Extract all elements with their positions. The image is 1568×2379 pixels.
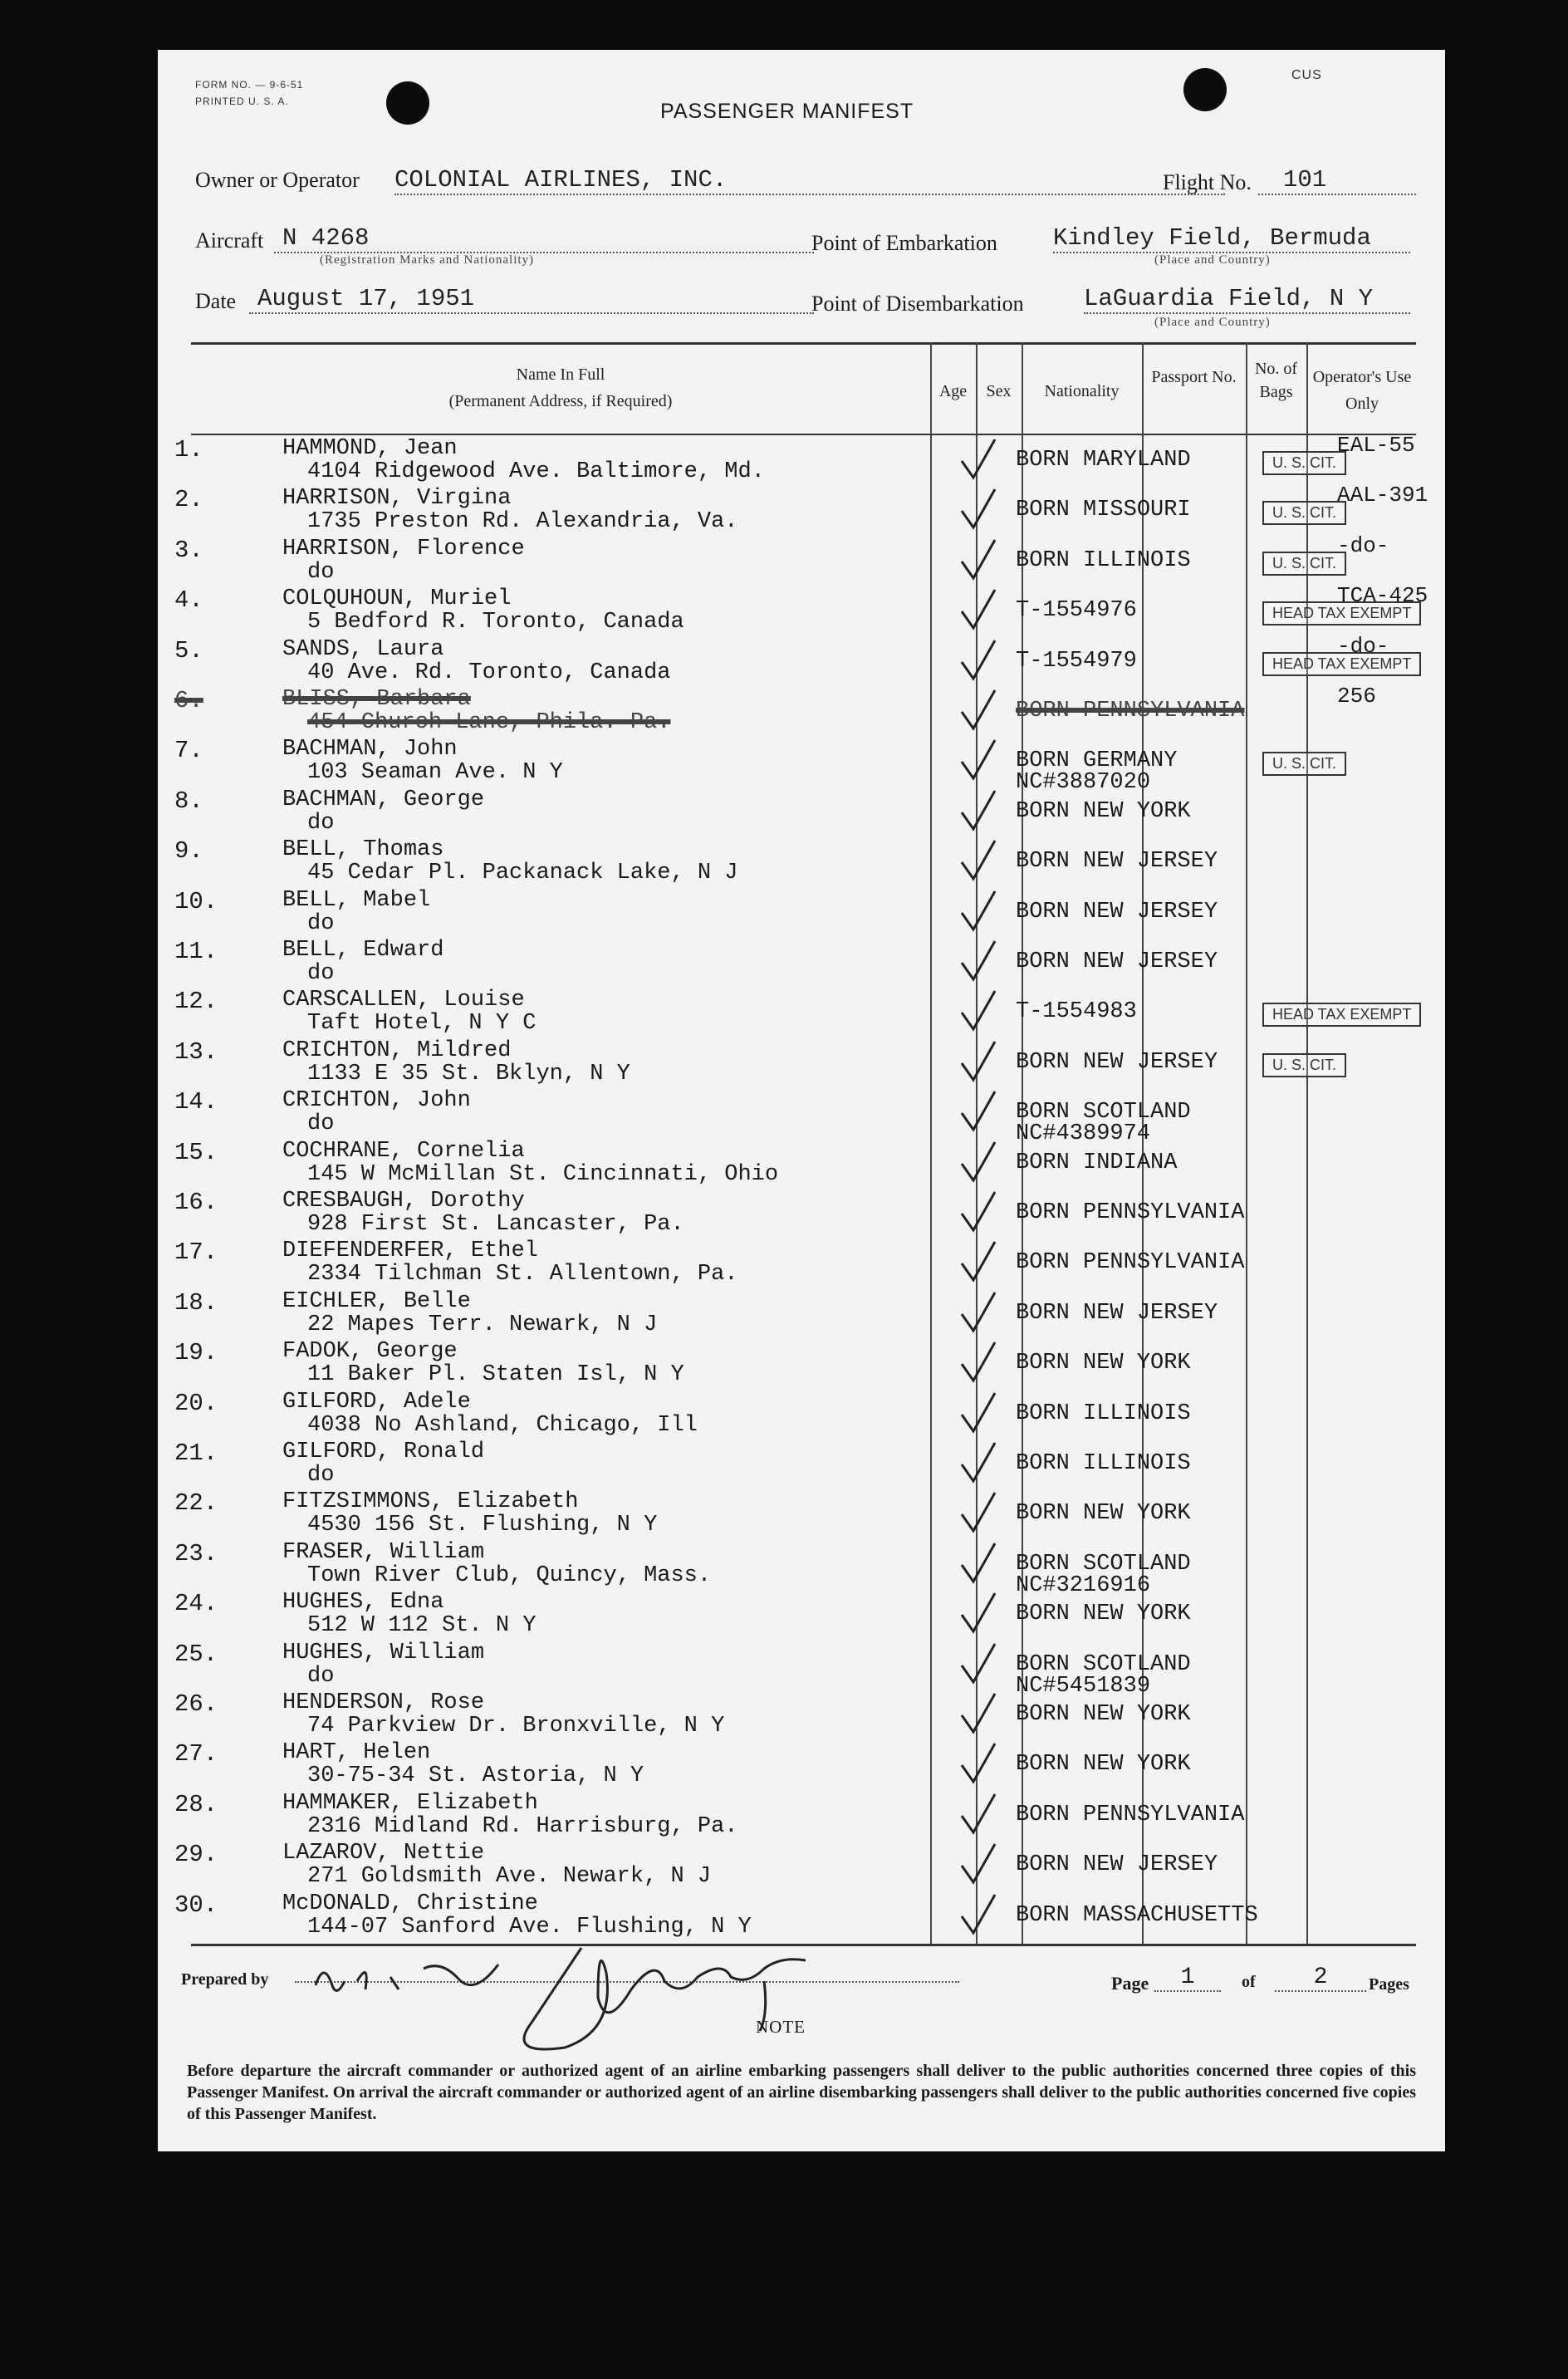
row-number: 14. <box>174 1088 218 1116</box>
nationality-value: BORN MISSOURI <box>1016 498 1191 523</box>
col-name-sub: (Permanent Address, if Required) <box>448 392 673 410</box>
passenger-address: 22 Mapes Terr. Newark, N J <box>307 1312 658 1337</box>
passenger-row <box>158 1239 1445 1288</box>
passenger-row <box>158 1640 1445 1699</box>
passenger-row <box>158 787 1445 837</box>
nationality-value: BORN PENNSYLVANIA <box>1016 1802 1245 1827</box>
passenger-row <box>158 1038 1445 1088</box>
passenger-name: HAMMAKER, Elizabeth <box>282 1790 538 1816</box>
passenger-address: do <box>307 961 335 986</box>
check-mark-icon <box>953 1590 1003 1640</box>
row-number: 2. <box>174 486 203 514</box>
nationality-value: BORN NEW YORK <box>1016 1501 1191 1527</box>
passenger-address: 103 Seaman Ave. N Y <box>307 760 563 786</box>
passenger-address: 2334 Tilchman St. Allentown, Pa. <box>307 1262 738 1288</box>
check-mark-icon <box>953 1690 1003 1740</box>
passenger-name: BACHMAN, George <box>282 787 485 812</box>
col-nationality-header: Nationality <box>1044 382 1120 400</box>
row-number: 23. <box>174 1539 218 1567</box>
row-number: 27. <box>174 1740 218 1768</box>
passenger-name: CARSCALLEN, Louise <box>282 988 525 1013</box>
passenger-address: 145 W McMillan St. Cincinnati, Ohio <box>307 1161 779 1187</box>
passenger-address: do <box>307 810 335 836</box>
passenger-row <box>158 1539 1445 1598</box>
passenger-row <box>158 1489 1445 1539</box>
col-bags-header: No. of Bags <box>1254 360 1298 401</box>
passenger-row <box>158 1690 1445 1740</box>
row-number: 13. <box>174 1037 218 1066</box>
passenger-name: LAZAROV, Nettie <box>282 1841 485 1866</box>
nationality-value: BORN NEW YORK <box>1016 1702 1191 1727</box>
passenger-name: DIEFENDERFER, Ethel <box>282 1239 538 1264</box>
embark-label: Point of Embarkation <box>811 231 997 255</box>
passenger-name: BLISS, Barbara <box>282 687 471 712</box>
row-number: 17. <box>174 1239 218 1267</box>
passenger-name: BACHMAN, John <box>282 737 458 763</box>
check-mark-icon <box>953 1891 1003 1941</box>
check-mark-icon <box>953 1841 1003 1891</box>
row-number: 10. <box>174 887 218 915</box>
passenger-name: FADOK, George <box>282 1339 458 1365</box>
passenger-row <box>158 532 1445 586</box>
row-number: 25. <box>174 1640 218 1668</box>
operator-use-value: TCA-425 <box>1337 583 1428 609</box>
passenger-address: 144-07 Sanford Ave. Flushing, N Y <box>307 1914 752 1940</box>
operator-use-value: -do- <box>1337 532 1389 558</box>
passenger-address: 40 Ave. Rd. Toronto, Canada <box>307 660 671 685</box>
passenger-address: 2316 Midland Rd. Harrisburg, Pa. <box>307 1813 738 1839</box>
passenger-row <box>158 1390 1445 1440</box>
passenger-address: do <box>307 1663 335 1689</box>
nationality-value: BORN SCOTLAND <box>1016 1100 1191 1126</box>
disembark-label: Point of Disembarkation <box>811 292 1024 316</box>
operator-use-value: -do- <box>1337 633 1389 659</box>
nationality-value: BORN NEW JERSEY <box>1016 1852 1218 1878</box>
nationality-value: BORN NEW JERSEY <box>1016 899 1218 925</box>
passenger-address: 45 Cedar Pl. Packanack Lake, N J <box>307 861 738 886</box>
manifest-sheet <box>158 50 1445 2151</box>
check-mark-icon <box>953 1239 1003 1288</box>
check-mark-icon <box>953 787 1003 837</box>
row-number: 5. <box>174 636 203 665</box>
check-mark-icon <box>953 1088 1003 1138</box>
passenger-name: HARRISON, Florence <box>282 536 525 562</box>
nationality-value: BORN PENNSYLVANIA <box>1016 1250 1245 1276</box>
check-mark-icon <box>953 1189 1003 1239</box>
nationality-value: BORN NEW JERSEY <box>1016 849 1218 875</box>
status-stamp: HEAD TAX EXEMPT <box>1262 652 1421 676</box>
col-operator-header: Operator's Use Only <box>1312 368 1412 413</box>
passenger-row <box>158 837 1445 887</box>
passenger-name: COLQUHOUN, Muriel <box>282 586 512 612</box>
corner-label: CUS <box>1291 68 1322 82</box>
nationality-value: BORN NEW YORK <box>1016 1602 1191 1627</box>
passenger-address: 1735 Preston Rd. Alexandria, Va. <box>307 509 738 535</box>
passenger-name: HUGHES, William <box>282 1640 485 1665</box>
passenger-name: HARRISON, Virgina <box>282 486 512 512</box>
passenger-address: 30-75-34 St. Astoria, N Y <box>307 1763 644 1789</box>
passenger-row <box>158 633 1445 687</box>
nationality-value: T-1554983 <box>1016 999 1137 1025</box>
disembark-sub: (Place and Country) <box>1154 316 1271 329</box>
passenger-name: FITZSIMMONS, Elizabeth <box>282 1489 579 1515</box>
row-number: 7. <box>174 737 203 765</box>
nationality-value: BORN NEW YORK <box>1016 1351 1191 1376</box>
of-label: of <box>1242 1973 1256 1991</box>
passenger-address: 5 Bedford R. Toronto, Canada <box>307 610 684 635</box>
page-title: PASSENGER MANIFEST <box>660 100 914 123</box>
aircraft-label: Aircraft <box>195 228 264 253</box>
check-mark-icon <box>953 687 1003 737</box>
passenger-name: HUGHES, Edna <box>282 1590 444 1616</box>
passenger-name: FRASER, William <box>282 1539 485 1565</box>
row-number: 18. <box>174 1288 218 1317</box>
embark-value: Kindley Field, Bermuda <box>1053 224 1410 253</box>
passenger-address: 4530 156 St. Flushing, N Y <box>307 1513 658 1538</box>
passenger-name: BELL, Edward <box>282 938 444 963</box>
passenger-address: Taft Hotel, N Y C <box>307 1011 537 1037</box>
status-stamp: HEAD TAX EXEMPT <box>1262 601 1421 625</box>
nationality-value: BORN MARYLAND <box>1016 448 1191 473</box>
passenger-address: Town River Club, Quincy, Mass. <box>307 1562 712 1588</box>
col-passport-header: Passport No. <box>1151 368 1237 386</box>
status-stamp: U. S. CIT. <box>1262 1053 1346 1077</box>
passenger-name: BELL, Mabel <box>282 887 431 913</box>
check-mark-icon <box>953 888 1003 938</box>
row-number: 6. <box>174 687 203 714</box>
passenger-address: 4104 Ridgewood Ave. Baltimore, Md. <box>307 459 765 484</box>
handwritten-signature <box>299 1940 980 2064</box>
passenger-name: GILFORD, Ronald <box>282 1440 485 1464</box>
passenger-name: CRICHTON, John <box>282 1088 471 1114</box>
status-stamp: HEAD TAX EXEMPT <box>1262 1003 1421 1027</box>
passenger-address: do <box>307 910 335 936</box>
nationality-value: BORN INDIANA <box>1016 1150 1178 1175</box>
note-title: NOTE <box>756 2017 806 2037</box>
aircraft-sub: (Registration Marks and Nationality) <box>320 253 535 267</box>
row-number: 15. <box>174 1138 218 1166</box>
passenger-address: do <box>307 1463 335 1488</box>
row-number: 16. <box>174 1189 218 1216</box>
passenger-address: do <box>307 1111 335 1137</box>
passenger-row <box>158 1891 1445 1941</box>
operator-use-value: AAL-391 <box>1337 483 1428 508</box>
passenger-row <box>158 1088 1445 1147</box>
flight-label: Flight No. <box>1163 170 1252 194</box>
check-mark-icon <box>953 1289 1003 1339</box>
row-number: 11. <box>174 938 218 965</box>
check-mark-icon <box>953 436 1003 486</box>
of-value: 2 <box>1275 1965 1366 1992</box>
date-label: Date <box>195 289 237 313</box>
row-number: 19. <box>174 1339 218 1367</box>
col-sex-header: Sex <box>986 382 1012 400</box>
passenger-name: McDONALD, Christine <box>282 1891 538 1916</box>
nationality-value: BORN ILLINOIS <box>1016 547 1191 573</box>
row-number: 30. <box>174 1891 218 1919</box>
row-number: 22. <box>174 1489 218 1518</box>
nationality-value: BORN NEW YORK <box>1016 798 1191 824</box>
row-number: 9. <box>174 837 203 866</box>
punch-hole <box>386 81 429 125</box>
passenger-row <box>158 433 1445 486</box>
table-header-rule <box>191 434 1416 435</box>
table-top-rule <box>191 342 1416 345</box>
passenger-address: 454 Church Lane, Phila. Pa. <box>307 710 671 735</box>
check-mark-icon <box>953 1038 1003 1088</box>
nationality-value: T-1554976 <box>1016 598 1137 624</box>
col-name-header <box>191 361 930 414</box>
passenger-row <box>158 483 1445 536</box>
nationality-value: BORN MASSACHUSETTS <box>1016 1902 1258 1928</box>
disembark-value: LaGuardia Field, N Y <box>1084 285 1410 314</box>
passenger-row <box>158 1289 1445 1339</box>
passenger-row <box>158 737 1445 796</box>
naturalization-number: NC#4389974 <box>1016 1121 1151 1147</box>
date-value: August 17, 1951 <box>249 285 814 314</box>
embark-sub: (Place and Country) <box>1154 253 1271 267</box>
nationality-value: BORN SCOTLAND <box>1016 1551 1191 1577</box>
check-mark-icon <box>953 1489 1003 1539</box>
passenger-row <box>158 1440 1445 1489</box>
passenger-address: 4038 No Ashland, Chicago, Ill <box>307 1412 698 1438</box>
printed-label: PRINTED U. S. A. <box>195 96 289 107</box>
row-number: 21. <box>174 1440 218 1467</box>
passenger-name: HENDERSON, Rose <box>282 1690 485 1715</box>
passenger-name: SANDS, Laura <box>282 636 444 662</box>
row-number: 28. <box>174 1790 218 1818</box>
check-mark-icon <box>953 1791 1003 1841</box>
nationality-value: BORN ILLINOIS <box>1016 1451 1191 1476</box>
passenger-name: EICHLER, Belle <box>282 1288 471 1314</box>
form-number: FORM NO. — 9-6-51 <box>195 79 304 91</box>
row-number: 24. <box>174 1590 218 1618</box>
passenger-name: BELL, Thomas <box>282 837 444 863</box>
prepared-label: Prepared by <box>181 1970 269 1989</box>
nationality-value: BORN ILLINOIS <box>1016 1400 1191 1426</box>
check-mark-icon <box>953 486 1003 536</box>
passenger-address: 1133 E 35 St. Bklyn, N Y <box>307 1061 630 1086</box>
row-number: 4. <box>174 586 203 615</box>
status-stamp: U. S. CIT. <box>1262 501 1346 525</box>
check-mark-icon <box>953 1339 1003 1389</box>
check-mark-icon <box>953 537 1003 586</box>
nationality-value: BORN NEW YORK <box>1016 1752 1191 1778</box>
passenger-row <box>158 1189 1445 1239</box>
passenger-row <box>158 888 1445 938</box>
passenger-address: 271 Goldsmith Ave. Newark, N J <box>307 1864 712 1890</box>
note-text: Before departure the aircraft commander or authorized agent of an airline embarking passengers shall deliver to the public authorities concerned three copies of this Passenger Manifest. On arrival the aircraft commander or authorized agent of an airline disembarking passengers shall deliver to the public authorities concerned five copies of this Passenger Manifest. <box>187 2062 1416 2123</box>
passenger-row <box>158 1791 1445 1841</box>
punch-hole <box>1183 68 1227 111</box>
passenger-name: COCHRANE, Cornelia <box>282 1138 525 1164</box>
passenger-row <box>158 938 1445 988</box>
status-stamp: U. S. CIT. <box>1262 451 1346 475</box>
passenger-address: do <box>307 559 335 585</box>
naturalization-number: NC#3887020 <box>1016 770 1151 796</box>
page-value: 1 <box>1154 1965 1221 1992</box>
naturalization-number: NC#5451839 <box>1016 1673 1151 1699</box>
passenger-row <box>158 1740 1445 1790</box>
passenger-row <box>158 1339 1445 1389</box>
check-mark-icon <box>953 1641 1003 1690</box>
passenger-row <box>158 1590 1445 1640</box>
row-number: 1. <box>174 436 203 464</box>
nationality-value: BORN NEW JERSEY <box>1016 1300 1218 1326</box>
passenger-row <box>158 684 1445 737</box>
nationality-value: BORN GERMANY <box>1016 748 1178 774</box>
aircraft-value: N 4268 <box>274 224 814 253</box>
passenger-row <box>158 583 1445 636</box>
naturalization-number: NC#3216916 <box>1016 1572 1151 1598</box>
check-mark-icon <box>953 1390 1003 1440</box>
check-mark-icon <box>953 1540 1003 1590</box>
pages-label: Pages <box>1369 1975 1409 1994</box>
passenger-name: HAMMOND, Jean <box>282 436 458 461</box>
passenger-name: CRICHTON, Mildred <box>282 1037 512 1063</box>
passenger-row <box>158 1139 1445 1189</box>
page-label: Page <box>1111 1973 1149 1994</box>
nationality-value: BORN PENNSYLVANIA <box>1016 1200 1245 1225</box>
passenger-name: GILFORD, Adele <box>282 1389 471 1415</box>
flight-value: 101 <box>1258 166 1416 195</box>
check-mark-icon <box>953 988 1003 1037</box>
passenger-name: HART, Helen <box>282 1740 431 1766</box>
passenger-row <box>158 988 1445 1037</box>
nationality-value: BORN PENNSYLVANIA <box>1016 699 1245 724</box>
row-number: 29. <box>174 1841 218 1869</box>
nationality-value: BORN NEW JERSEY <box>1016 949 1218 974</box>
check-mark-icon <box>953 938 1003 988</box>
status-stamp: U. S. CIT. <box>1262 752 1346 776</box>
passenger-address: 512 W 112 St. N Y <box>307 1613 537 1639</box>
passenger-address: 928 First St. Lancaster, Pa. <box>307 1212 684 1237</box>
col-name-title: Name In Full <box>516 365 605 384</box>
passenger-row <box>158 1841 1445 1891</box>
passenger-address: 74 Parkview Dr. Bronxville, N Y <box>307 1714 725 1739</box>
nationality-value: BORN NEW JERSEY <box>1016 1049 1218 1075</box>
status-stamp: U. S. CIT. <box>1262 552 1346 576</box>
check-mark-icon <box>953 1740 1003 1790</box>
passenger-name: CRESBAUGH, Dorothy <box>282 1189 525 1214</box>
nationality-value: BORN SCOTLAND <box>1016 1651 1191 1677</box>
row-number: 8. <box>174 787 203 815</box>
owner-label: Owner or Operator <box>195 168 360 192</box>
check-mark-icon <box>953 1139 1003 1189</box>
owner-value: COLONIAL AIRLINES, INC. <box>394 166 1225 195</box>
check-mark-icon <box>953 1440 1003 1489</box>
check-mark-icon <box>953 837 1003 887</box>
operator-use-value: 256 <box>1337 684 1376 709</box>
row-number: 3. <box>174 536 203 564</box>
col-age-header: Age <box>938 382 968 400</box>
row-number: 20. <box>174 1389 218 1417</box>
row-number: 12. <box>174 988 218 1016</box>
operator-use-value: EAL-55 <box>1337 433 1415 458</box>
nationality-value: T-1554979 <box>1016 648 1137 674</box>
check-mark-icon <box>953 637 1003 687</box>
check-mark-icon <box>953 737 1003 787</box>
row-number: 26. <box>174 1690 218 1718</box>
passenger-address: 11 Baker Pl. Staten Isl, N Y <box>307 1362 684 1388</box>
check-mark-icon <box>953 586 1003 636</box>
